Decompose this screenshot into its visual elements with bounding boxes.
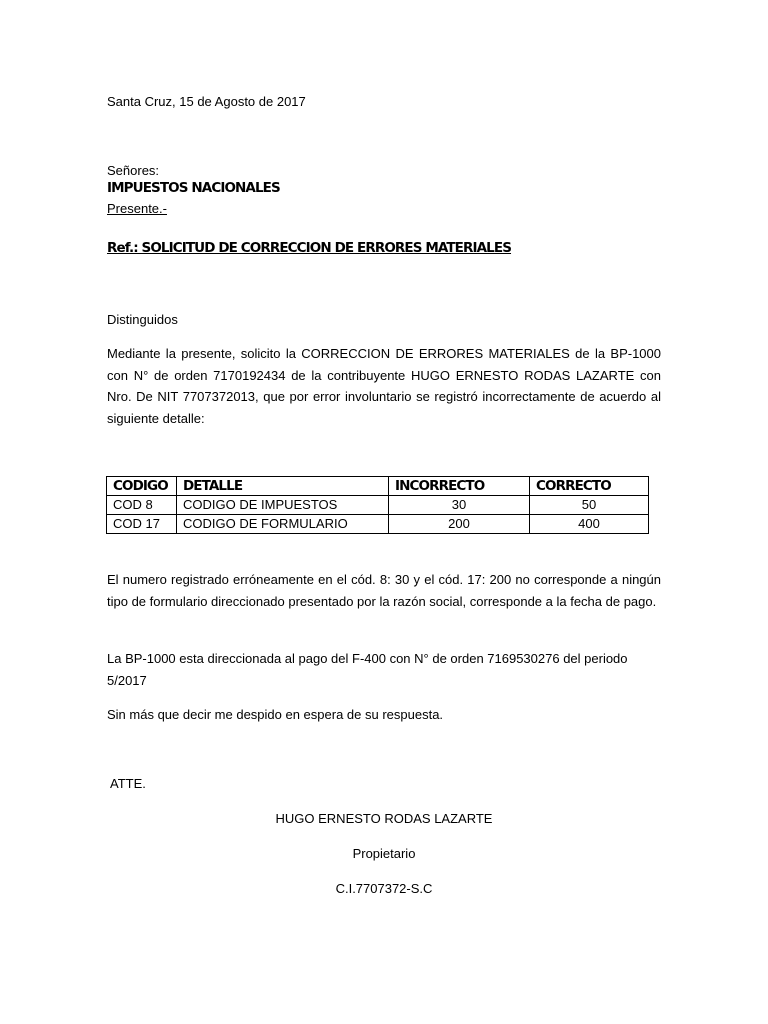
cell-correcto: 50 xyxy=(530,496,649,515)
cell-incorrecto: 30 xyxy=(389,496,530,515)
signer-id: C.I.7707372-S.C xyxy=(335,881,433,896)
cell-correcto: 400 xyxy=(530,515,649,534)
presente-line: Presente.- xyxy=(107,201,167,216)
corrections-table xyxy=(106,476,649,534)
body-paragraph-1: Mediante la presente, solicito la CORRECCION DE ERRORES MATERIALES de la BP-1000 con N° de orden 7170192434 de la contribuyente HUGO ERNESTO RODAS LAZARTE con Nro. De NIT 7707372013, que por error involuntario se registró incorrectamente de acuerdo al siguiente detalle: xyxy=(107,346,661,426)
header-codigo: CODIGO xyxy=(107,477,177,496)
signer-name: HUGO ERNESTO RODAS LAZARTE xyxy=(275,811,493,826)
greeting: Distinguidos xyxy=(107,312,178,327)
table-header-row xyxy=(107,477,649,496)
cell-codigo: COD 8 xyxy=(107,496,177,515)
reference-line: Ref.: SOLICITUD DE CORRECCION DE ERRORES MATERIALES xyxy=(107,240,512,256)
header-detalle: DETALLE xyxy=(177,477,389,496)
header-incorrecto: INCORRECTO xyxy=(389,477,530,496)
table-row xyxy=(107,515,649,534)
cell-detalle: CODIGO DE FORMULARIO xyxy=(177,515,389,534)
recipient-name: IMPUESTOS NACIONALES xyxy=(107,180,280,196)
closing: ATTE. xyxy=(110,776,146,791)
salutation: Señores: xyxy=(107,163,160,178)
body-paragraph-3: La BP-1000 esta direccionada al pago del F-400 con N° de orden 7169530276 del periodo 5/2017 xyxy=(107,651,628,688)
body-paragraph-4: Sin más que decir me despido en espera de su respuesta. xyxy=(107,707,444,722)
body-paragraph-2: El numero registrado erróneamente en el cód. 8: 30 y el cód. 17: 200 no corresponde a ningún tipo de formulario direccionado presentado por la razón social, corresponde a la fecha de pago. xyxy=(107,572,661,609)
cell-detalle: CODIGO DE IMPUESTOS xyxy=(177,496,389,515)
table-row xyxy=(107,496,649,515)
header-correcto: CORRECTO xyxy=(530,477,649,496)
place-date: Santa Cruz, 15 de Agosto de 2017 xyxy=(107,94,306,109)
cell-codigo: COD 17 xyxy=(107,515,177,534)
cell-incorrecto: 200 xyxy=(389,515,530,534)
signer-role: Propietario xyxy=(352,846,416,861)
